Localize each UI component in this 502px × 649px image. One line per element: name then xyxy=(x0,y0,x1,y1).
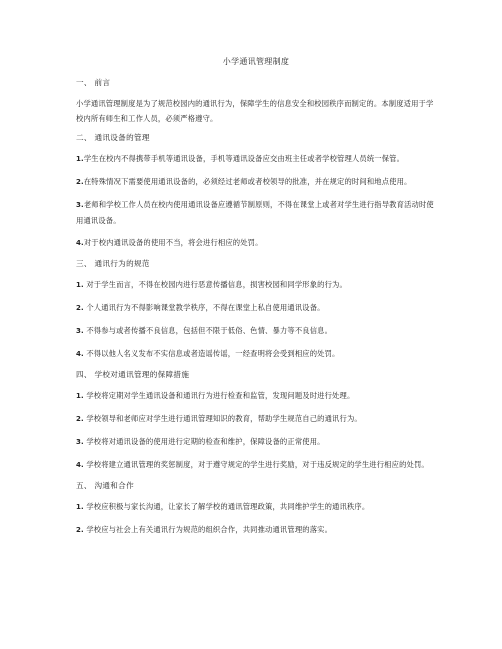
list-item xyxy=(76,346,436,362)
list-item xyxy=(76,522,436,538)
list-item xyxy=(76,151,436,167)
list-item-number: 3. xyxy=(76,438,84,446)
list-item-number: 1. xyxy=(76,281,84,289)
list-item-text: 学校应积极与家长沟通，让家长了解学校的通讯管理政策，共同维护学生的通讯秩序。 xyxy=(83,502,370,511)
list-item-text: 学校应与社会上有关通讯行为规范的组织合作，共同推动通讯管理的落实。 xyxy=(83,525,333,534)
list-item-text: 学校将对通讯设备的使用进行定期的检查和维护，保障设备的正常使用。 xyxy=(83,437,325,446)
section-2 xyxy=(76,132,436,251)
list-item-text: 个人通讯行为不得影响课堂教学秩序，不得在课堂上私自使用通讯设备。 xyxy=(83,303,325,312)
list-item-text: 老师和学校工作人员在校内使用通讯设备应遵循节制原则，不得在课堂上或者对学生进行指导教育活动时使用通讯设备。 xyxy=(76,200,434,225)
list-item-number: 2. xyxy=(76,178,84,186)
list-item-number: 2. xyxy=(76,304,84,312)
list-item-number: 1. xyxy=(76,155,84,163)
list-item-number: 4. xyxy=(76,461,84,469)
list-item xyxy=(76,323,436,339)
list-item-text: 不得参与或者传播不良信息，包括但不限于低俗、色情、暴力等不良信息。 xyxy=(83,326,333,335)
section-heading: 三、 通讯行为的规范 xyxy=(76,259,150,268)
list-item-text: 在特殊情况下需要使用通讯设备的，必须经过老师或者校领导的批准，并在规定的时间和地点使用。 xyxy=(83,177,412,186)
list-item-text: 学校领导和老师应对学生进行通讯管理知识的教育，帮助学生规范自己的通讯行为。 xyxy=(83,414,362,423)
list-item-number: 1. xyxy=(76,392,84,400)
list-item-text: 学校将建立通讯管理的奖惩制度，对于遵守规定的学生进行奖励，对于违反规定的学生进行相应的处罚。 xyxy=(83,460,429,469)
list-item-text: 不得以他人名义发布不实信息或者造谣传谣，一经查明将会受到相应的处罚。 xyxy=(83,349,340,358)
list-item-number: 1. xyxy=(76,503,84,511)
section-heading: 一、 前言 xyxy=(76,78,111,87)
list-item-number: 4. xyxy=(76,239,84,247)
section-1 xyxy=(76,77,436,126)
list-item-text: 对于学生而言，不得在校园内进行恶意传播信息，损害校园和同学形象的行为。 xyxy=(83,280,347,289)
list-item-text: 对于校内通讯设备的使用不当，将会进行相应的处罚。 xyxy=(83,238,263,247)
list-item-text: 学校将定期对学生通讯设备和通讯行为进行检查和监管，发现问题及时进行处理。 xyxy=(83,391,355,400)
section-5 xyxy=(76,480,436,538)
list-item-number: 3. xyxy=(76,201,84,209)
list-item xyxy=(76,411,436,427)
list-item-number: 2. xyxy=(76,415,84,423)
section-paragraph: 小学通讯管理制度是为了规范校园内的通讯行为，保障学生的信息安全和校园秩序而制定的。本制度适用于学校内所有师生和工作人员，必须严格遵守。 xyxy=(76,99,434,123)
list-item-number: 3. xyxy=(76,327,84,335)
document-title: 小学通讯管理制度 xyxy=(222,57,290,66)
list-item-number: 2. xyxy=(76,526,84,534)
section-heading: 二、 通讯设备的管理 xyxy=(76,133,150,142)
list-item xyxy=(76,434,436,450)
list-item xyxy=(76,499,436,515)
list-item xyxy=(76,300,436,316)
section-3 xyxy=(76,258,436,362)
list-item xyxy=(76,174,436,190)
list-item xyxy=(76,235,436,251)
list-item xyxy=(76,457,436,473)
list-item-text: 学生在校内不得携带手机等通讯设备，手机等通讯设备应交由班主任或者学校管理人员统一保管。 xyxy=(83,154,405,163)
list-item-number: 4. xyxy=(76,350,84,358)
section-4 xyxy=(76,369,436,473)
list-item xyxy=(76,197,436,228)
section-heading: 五、 沟通和合作 xyxy=(76,481,134,490)
section-heading: 四、 学校对通讯管理的保障措施 xyxy=(76,370,190,379)
document-body xyxy=(76,77,436,538)
list-item xyxy=(76,388,436,404)
list-item xyxy=(76,277,436,293)
